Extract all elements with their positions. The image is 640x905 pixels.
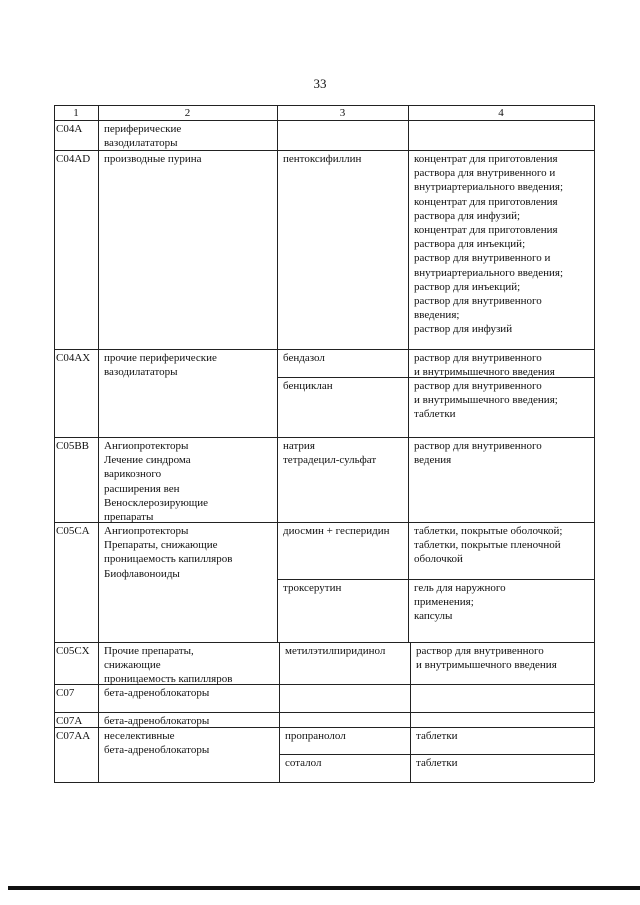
atc-group: производные пурина [104,153,202,165]
drug-name: троксерутин [283,582,342,594]
row-border [54,437,594,438]
dosage-forms: концентрат для приготовления раствора для внутривенного и внутриартериального введения; концентрат для приготовления раствора для инфузий; концентрат для приготовления раствора для инъекций; раствор для внутривенного и внутриартериального введения; раствор для инъекций; раствор для внутривенного введения; раствор для инфузий [414,153,564,336]
column-border [594,150,595,349]
drug-name: метилэтилпиридинол [285,645,386,657]
column-border [98,684,99,712]
column-border [54,437,55,522]
column-border [98,150,99,349]
drug-name: пропранолол [285,730,346,742]
header-cell: 4 [498,107,504,119]
atc-code: C04AX [56,352,91,364]
column-border [594,120,595,150]
column-border [279,642,280,684]
column-border [54,642,55,684]
dosage-forms: раствор для внутривенного и внутримышечного введения [414,352,555,379]
row-border [54,782,594,783]
column-border [98,642,99,684]
dosage-forms: раствор для внутривенного ведения [414,440,542,467]
column-border [594,437,595,522]
column-border [54,522,55,642]
atc-code: C04A [56,123,83,135]
drug-name: бендазол [283,352,325,364]
row-border [54,349,594,350]
dosage-forms: таблетки [416,757,458,769]
column-border [98,522,99,642]
column-border [408,120,409,150]
column-border [277,437,278,522]
page-number: 33 [313,76,327,91]
column-border [594,727,595,782]
atc-code: C05BB [56,440,90,452]
column-border [54,727,55,782]
column-border [98,120,99,150]
header-cell: 3 [339,107,346,119]
column-border [410,642,411,684]
dosage-forms: раствор для внутривенного и внутримышечного введения [416,645,557,672]
atc-group: бета-адреноблокаторы [104,687,210,699]
column-border [98,712,99,727]
drug-name: натрия тетрадецил-сульфат [283,440,377,467]
column-border [410,684,411,712]
column-border [408,150,409,349]
column-border [408,522,409,642]
atc-group: Прочие препараты, снижающие проницаемость капилляров [104,645,233,686]
column-border [54,120,55,150]
column-border [277,120,278,150]
column-border [279,712,280,727]
bottom-scan-border [8,886,640,890]
atc-group: прочие периферические вазодилататоры [104,352,217,379]
column-border [408,349,409,437]
item-split-border [279,754,594,755]
column-border [54,684,55,712]
atc-code: C07AA [56,730,91,742]
column-border [54,349,55,437]
atc-code: C07 [56,687,75,699]
column-border [594,522,595,642]
dosage-forms: гель для наружного применения; капсулы [414,582,506,623]
row-border [54,712,594,713]
atc-group: периферические вазодилататоры [104,123,182,150]
column-border [98,727,99,782]
row-border [54,642,594,643]
header-cell: 1 [73,107,79,119]
atc-group: Ангиопротекторы Лечение синдрома варикозного расширения вен Веносклерозирующие препараты [104,440,209,524]
atc-group: бета-адреноблокаторы [104,715,210,727]
atc-group: Ангиопротекторы Препараты, снижающие проницаемость капилляров Биофлавоноиды [104,525,233,580]
column-border [98,437,99,522]
column-border [594,642,595,684]
atc-code: C07A [56,715,83,727]
column-border [277,522,278,642]
dosage-forms: раствор для внутривенного и внутримышечного введения; таблетки [414,380,558,421]
atc-code: C05CA [56,525,90,537]
column-border [594,684,595,712]
column-border [277,150,278,349]
drug-name: диосмин + гесперидин [283,525,390,537]
column-border [279,684,280,712]
column-border [98,349,99,437]
item-split-border [277,579,594,580]
drug-name: пентоксифиллин [283,153,362,165]
column-border [54,712,55,727]
atc-group: неселективные бета-адреноблокаторы [104,730,210,757]
header-cell: 2 [184,107,191,119]
dosage-forms: таблетки [416,730,458,742]
dosage-forms: таблетки, покрытые оболочкой; таблетки, покрытые пленочной оболочкой [414,525,563,566]
drug-name: соталол [285,757,322,769]
atc-code: C05CX [56,645,90,657]
column-border [54,150,55,349]
column-border [594,712,595,727]
column-border [408,437,409,522]
column-border [410,712,411,727]
column-border [594,349,595,437]
column-border [277,349,278,437]
drug-name: бенциклан [283,380,333,392]
header-column-border [594,105,595,120]
atc-code: C04AD [56,153,91,165]
